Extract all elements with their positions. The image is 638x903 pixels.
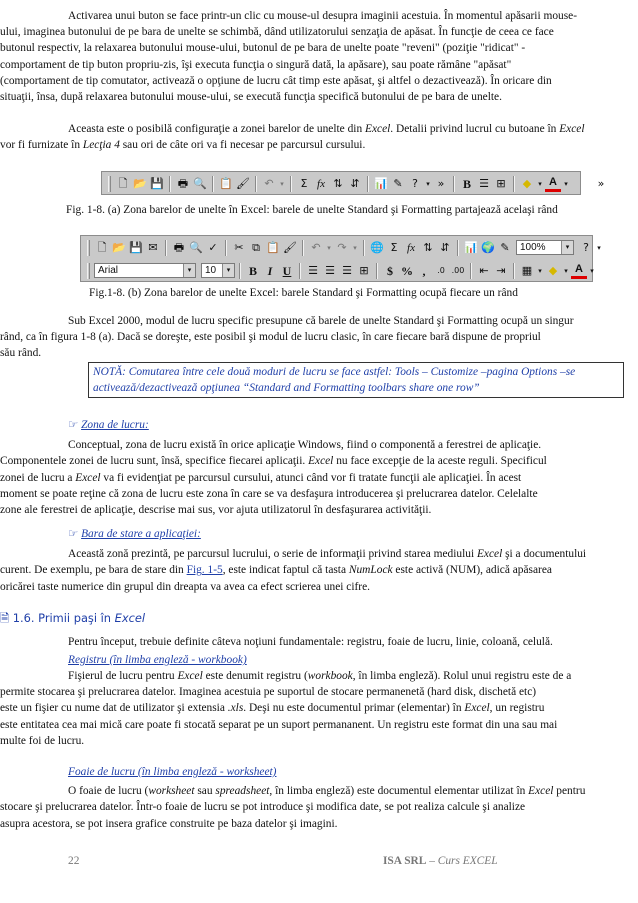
excel-term: Excel [308, 455, 334, 468]
percent-button[interactable]: % [401, 263, 413, 278]
toolbar-separator [169, 176, 171, 192]
text-line: asupra acestora, se pot insera grafice construite pe baza datelor şi imagini. [0, 817, 338, 830]
text-line: (comportament de tip comutator, activează o opţiune de lucru cât timp este apăsat, şi altfel o dezactivează). În oricare din [0, 74, 552, 87]
undo-dropdown-icon[interactable]: ▾ [327, 243, 331, 252]
company-name: ISA SRL [383, 855, 427, 867]
figure-caption-b: Fig.1-8. (b) Zona barelor de unelte Excel: barele Standard şi Formatting ocupă fiecare un rând [89, 287, 518, 299]
save-icon[interactable]: 💾 [129, 240, 143, 254]
paste-function-button[interactable]: fx [407, 241, 415, 254]
align-right-icon[interactable]: ☰ [342, 263, 352, 277]
text-span: curent. De exemplu, pe bara de stare din [0, 564, 187, 577]
text-span: este un fişier cu nume dat de utilizator şi extensia [0, 702, 228, 715]
borders-dropdown-icon[interactable]: ▾ [538, 266, 542, 275]
sort-descending-icon[interactable]: ⇵ [350, 176, 360, 190]
toolbar-separator [376, 263, 378, 279]
extension-term: .xls [227, 702, 244, 715]
paragraph-button-activation [0, 8, 636, 105]
toolbar-separator [225, 240, 227, 256]
section-worksheet [0, 764, 636, 832]
text-line: moment se poate reţine că zona de lucru este zona în care se va desfaşura introducerea şi prelucrarea datelor. Celelalte [0, 487, 538, 500]
section-heading [0, 611, 145, 630]
underline-button[interactable]: U [282, 263, 292, 278]
workbook-link[interactable]: Registru (în limba engleză - workbook) [68, 654, 247, 667]
font-color-icon[interactable]: A [571, 263, 587, 279]
text-span: vor fi furnizate în [0, 139, 83, 152]
toolbar-two-rows [80, 235, 601, 282]
fill-color-icon[interactable]: ◆ [522, 176, 532, 190]
new-document-icon[interactable]: 🗋 [118, 176, 128, 190]
text-span: . Deşi nu este documentul primar (elementar) în [243, 702, 465, 715]
pointing-hand-icon: ☞ [68, 417, 79, 431]
toolbar-separator [299, 263, 301, 279]
note-line: activează/dezactivează opţiunea “Standard and Formatting toolbars share one row” [93, 382, 480, 394]
merge-center-icon[interactable]: ⊞ [496, 176, 506, 190]
increase-decimal-icon[interactable]: .0 [437, 265, 445, 275]
cut-icon[interactable]: ✂ [234, 240, 244, 254]
paste-icon[interactable]: 📋 [219, 176, 233, 190]
excel-term: Excel [75, 471, 101, 484]
text-span: nu face excepţie de la aceste reguli. Specificul [333, 455, 547, 468]
font-name-select[interactable] [94, 263, 196, 278]
spelling-icon[interactable]: ✓ [208, 240, 218, 254]
workbook-term: workbook [307, 670, 353, 682]
section-status-bar [0, 525, 636, 595]
format-painter-icon[interactable]: 🖌 [283, 240, 297, 254]
text-line: butonul respectiv, la relaxarea butonului mouse-ului, butonul de pe bara de unelte poate "reveni" (poziţie "ridicat" - [0, 42, 526, 55]
text-line [0, 700, 636, 716]
text-line: comportament de tip buton propriu-zis, îşi executa funcţia o singură dată, la apăsare), sau poate rămâne "apăsat" [0, 58, 512, 71]
drawing-icon[interactable]: ✎ [500, 240, 510, 254]
save-icon[interactable]: 💾 [150, 176, 164, 190]
zoom-select[interactable] [516, 240, 574, 255]
font-size-value: 10 [205, 265, 217, 276]
text-span: , este indicat faptul că tasta [222, 564, 349, 577]
text-line: său rând. [0, 347, 42, 360]
chart-wizard-icon[interactable]: 📊 [374, 176, 388, 190]
toolbar-separator [453, 176, 455, 192]
excel-term: Excel [559, 123, 585, 135]
course-name: Curs EXCEL [437, 855, 498, 867]
align-center-icon[interactable]: ☰ [479, 176, 489, 190]
text-line: zone ale ferestrei de aplicaţie, descrise mai sus, vor ajuta utilizatorul în desfaşurarea activităţii. [0, 504, 432, 517]
text-span: este denumit registru ( [202, 670, 308, 682]
more-buttons-icon[interactable]: » [437, 176, 445, 190]
font-color-dropdown-icon[interactable]: ▾ [590, 266, 594, 275]
toolbar-separator [255, 176, 257, 192]
merge-center-icon[interactable]: ⊞ [359, 263, 369, 277]
print-preview-icon[interactable]: 🔍 [189, 240, 203, 254]
text-span: pentru [553, 785, 586, 798]
text-span: , în limba engleză). Rolul unui registru este de a [352, 670, 572, 682]
subsection-title [0, 652, 636, 668]
text-span: Aceasta este o posibilă configuraţie a zonei barelor de unelte din [68, 123, 365, 135]
hyperlink-icon[interactable]: 🌐 [370, 240, 384, 254]
toolbar-separator [239, 263, 241, 279]
open-folder-icon[interactable]: 📂 [133, 176, 147, 190]
borders-icon[interactable]: ▦ [521, 263, 533, 277]
font-color-dropdown-icon[interactable]: ▾ [564, 179, 568, 188]
excel-term: Excel [365, 123, 391, 135]
footer-dash: – [426, 855, 438, 867]
text-span: şi a documentului [502, 548, 587, 561]
excel-term: Excel [464, 702, 490, 715]
font-name-value: Arial [98, 265, 119, 276]
decrease-decimal-icon[interactable]: .00 [451, 265, 465, 275]
font-size-select[interactable] [201, 263, 235, 278]
text-line: multe foi de lucru. [0, 734, 85, 747]
toolbar-separator [367, 176, 369, 192]
text-span: sau ori de câte ori va fi necesar pe parcursul cursului. [119, 139, 366, 152]
lesson-ref: Lecţia 4 [82, 139, 120, 152]
text-line: permite stocarea şi prelucrarea datelor. Imaginea acestuia pe suportul de stocare permanenetă (hard disk, dischetă etc) [0, 686, 537, 699]
note-box [88, 362, 624, 398]
italic-button[interactable]: I [267, 263, 273, 278]
text-span: sau [194, 785, 216, 798]
decrease-indent-icon[interactable]: ⇤ [479, 263, 489, 277]
fill-color-icon[interactable]: ◆ [548, 263, 558, 277]
numlock-term: NumLock [348, 564, 393, 577]
text-span: zonei de lucru a [0, 471, 76, 484]
toolbar-separator [470, 263, 472, 279]
font-color-icon[interactable]: A [545, 176, 561, 192]
paragraph-excel-2000 [0, 313, 636, 362]
new-document-icon[interactable]: 🗋 [97, 240, 107, 254]
sort-ascending-icon[interactable]: ⇅ [423, 240, 433, 254]
text-line: rând, ca în figura 1-8 (a). Dacă se doreşte, este posibil şi modul de lucru clasic, în care fiecare bară dispune de propriul [0, 331, 541, 344]
text-span: O foaie de lucru ( [68, 785, 149, 798]
toolbar-separator [165, 240, 167, 256]
undo-icon[interactable]: ↶ [264, 176, 274, 190]
drawing-icon[interactable]: ✎ [393, 176, 403, 190]
section-workbook [0, 668, 636, 749]
document-icon: 🗎 [0, 611, 10, 625]
toolbar-row-formatting [81, 259, 592, 282]
text-span: , un registru [489, 702, 545, 715]
copy-icon[interactable]: ⧉ [252, 240, 260, 254]
toolbar-separator [302, 240, 304, 256]
toolbar-separator [513, 176, 515, 192]
toolbar-grip[interactable] [108, 176, 111, 192]
text-span: Această zonă prezintă, pe parcursul lucrului, o serie de informaţii privind starea mediului [68, 548, 477, 561]
figure-caption-a: Fig. 1-8. (a) Zona barelor de unelte în Excel: barele de unelte Standard şi Formatting partajează acelaşi rând [66, 204, 558, 216]
print-icon[interactable]: 🖶 [173, 240, 185, 254]
print-preview-icon[interactable]: 🔍 [193, 176, 207, 190]
work-area-link[interactable]: Zona de lucru: [81, 419, 149, 431]
align-left-icon[interactable]: ☰ [308, 263, 318, 277]
text-span: va fi evidenţiat pe parcursul cursului, atunci când vor fi tratate funcţii ale aplicaţiei. În acest [100, 471, 522, 484]
fill-color-dropdown-icon[interactable]: ▾ [564, 266, 568, 275]
redo-icon[interactable]: ↷ [337, 240, 347, 254]
undo-icon[interactable]: ↶ [311, 240, 321, 254]
text-line: Sub Excel 2000, modul de lucru specific presupune că barele de unelte Standard şi Formatting ocupă un singur [68, 315, 574, 327]
help-dropdown-icon[interactable]: ▾ [597, 243, 601, 252]
excel-term: Excel [177, 670, 203, 682]
section-work-area [0, 416, 636, 518]
help-icon[interactable]: ? [412, 176, 418, 190]
bold-button[interactable]: B [248, 263, 257, 278]
text-span: Fişierul de lucru pentru [68, 670, 178, 682]
open-folder-icon[interactable]: 📂 [112, 240, 126, 254]
subsection-title [0, 416, 636, 433]
redo-dropdown-icon[interactable]: ▾ [353, 243, 357, 252]
intro-paragraph [0, 634, 636, 668]
chevron-down-icon[interactable]: ▾ [183, 264, 195, 277]
figure-link[interactable]: Fig. 1-5 [186, 564, 223, 577]
toolbar-row-standard [81, 236, 601, 259]
text-line [0, 668, 636, 684]
more-buttons-icon[interactable]: » [597, 176, 605, 190]
text-line [0, 121, 636, 137]
text-line [0, 453, 636, 469]
heading-text: 1.6. Primii paşi în [12, 611, 115, 625]
subsection-title [0, 525, 636, 542]
map-icon[interactable]: 🌍 [481, 240, 495, 254]
text-line [0, 470, 636, 486]
format-painter-icon[interactable]: 🖌 [236, 176, 250, 190]
text-line: situaţii, însa, după relaxarea butonului mouse-ului, se execută funcţia specifică butonului de pe bara de unelte. [0, 91, 502, 104]
toolbar-separator [290, 176, 292, 192]
page-number: 22 [68, 855, 80, 867]
chevron-down-icon[interactable]: ▾ [222, 264, 234, 277]
undo-dropdown-icon[interactable]: ▾ [280, 179, 284, 188]
zoom-value: 100% [520, 242, 546, 253]
chevron-down-icon[interactable]: ▾ [561, 241, 573, 254]
autosum-button[interactable]: Σ [300, 176, 308, 190]
text-line [0, 562, 636, 578]
excel-term: Excel [476, 548, 503, 561]
paste-icon[interactable]: 📋 [266, 240, 280, 254]
text-line: Conceptual, zona de lucru există în orice aplicaţie Windows, fiind o componentă a ferestrei de aplicaţie. [68, 439, 542, 452]
text-line: ului, imaginea butonului de pe bara de unelte se schimbă, dând utilizatorului senzaţia de apăsat. În funcţie de ceea ce face [0, 26, 554, 39]
worksheet-term: worksheet [148, 785, 195, 798]
text-line: stocare şi prelucrarea datelor. Într-o foaie de lucru se pot introduce şi modifica date, se pot realiza calcule şi analize [0, 801, 526, 814]
subsection-title [0, 764, 636, 780]
worksheet-link[interactable]: Foaie de lucru (în limba engleză - worksheet) [68, 766, 277, 778]
print-icon[interactable]: 🖶 [177, 176, 189, 190]
text-line: este entitatea cea mai mică care poate fi stocată separat pe un suport permananent. Un registru este format din una sau mai [0, 718, 558, 731]
autosum-button[interactable]: Σ [390, 240, 398, 254]
text-line: Activarea unui buton se face printr-un clic cu mouse-ul desupra imaginii acestuia. În momentul apăsarii mouse- [68, 10, 578, 22]
paste-function-button[interactable]: fx [317, 177, 325, 190]
note-line: NOTĂ: Comutarea între cele două moduri de lucru se face astfel: Tools – Customize –pagina Options –se [93, 366, 576, 378]
toolbar-grip[interactable] [87, 263, 90, 279]
toolbar-single-row [101, 171, 605, 195]
toolbar-separator [212, 176, 214, 192]
increase-indent-icon[interactable]: ⇥ [496, 263, 506, 277]
sort-descending-icon[interactable]: ⇵ [440, 240, 450, 254]
bold-button[interactable]: B [462, 176, 471, 191]
toolbar-row [102, 172, 605, 195]
text-line [0, 783, 636, 799]
paragraph-toolbar-config [0, 121, 636, 153]
text-span: , în limba engleză) este documentul elementar utilizat în [269, 785, 529, 798]
comma-style-button[interactable]: , [422, 263, 426, 278]
text-line: oricărei taste numerice din grupul din dreapta va avea ca efect scrierea unei cifre. [0, 580, 370, 593]
pointing-hand-icon: ☞ [68, 526, 79, 540]
text-line [0, 546, 636, 562]
toolbar-separator [457, 240, 459, 256]
email-icon[interactable]: ✉ [148, 240, 158, 254]
excel-term: Excel [528, 785, 554, 798]
help-icon[interactable]: ? [583, 240, 589, 254]
toolbar-separator [513, 263, 515, 279]
heading-excel-term: Excel [114, 611, 146, 625]
help-dropdown-icon[interactable]: ▾ [426, 179, 430, 188]
fill-color-dropdown-icon[interactable]: ▾ [538, 179, 542, 188]
page-footer [383, 855, 498, 867]
sort-ascending-icon[interactable]: ⇅ [333, 176, 343, 190]
currency-button[interactable]: $ [387, 263, 393, 278]
text-line: Pentru început, trebuie definite câteva noţiuni fundamentale: registru, foaie de lucru, linie, coloană, celulă. [68, 636, 553, 648]
text-span: . Detalii privind lucrul cu butoane în [390, 123, 560, 135]
status-bar-link[interactable]: Bara de stare a aplicaţiei: [81, 528, 201, 540]
align-center-icon[interactable]: ☰ [325, 263, 335, 277]
text-line [0, 137, 636, 153]
chart-wizard-icon[interactable]: 📊 [464, 240, 478, 254]
toolbar-grip[interactable] [87, 240, 90, 256]
toolbar-separator [363, 240, 365, 256]
text-span: Componentele zonei de lucru sunt, însă, specifice fiecarei aplicaţii. [0, 455, 309, 468]
spreadsheet-term: spreadsheet [215, 785, 270, 798]
text-span: este activă (NUM), adică apăsarea [392, 564, 552, 577]
